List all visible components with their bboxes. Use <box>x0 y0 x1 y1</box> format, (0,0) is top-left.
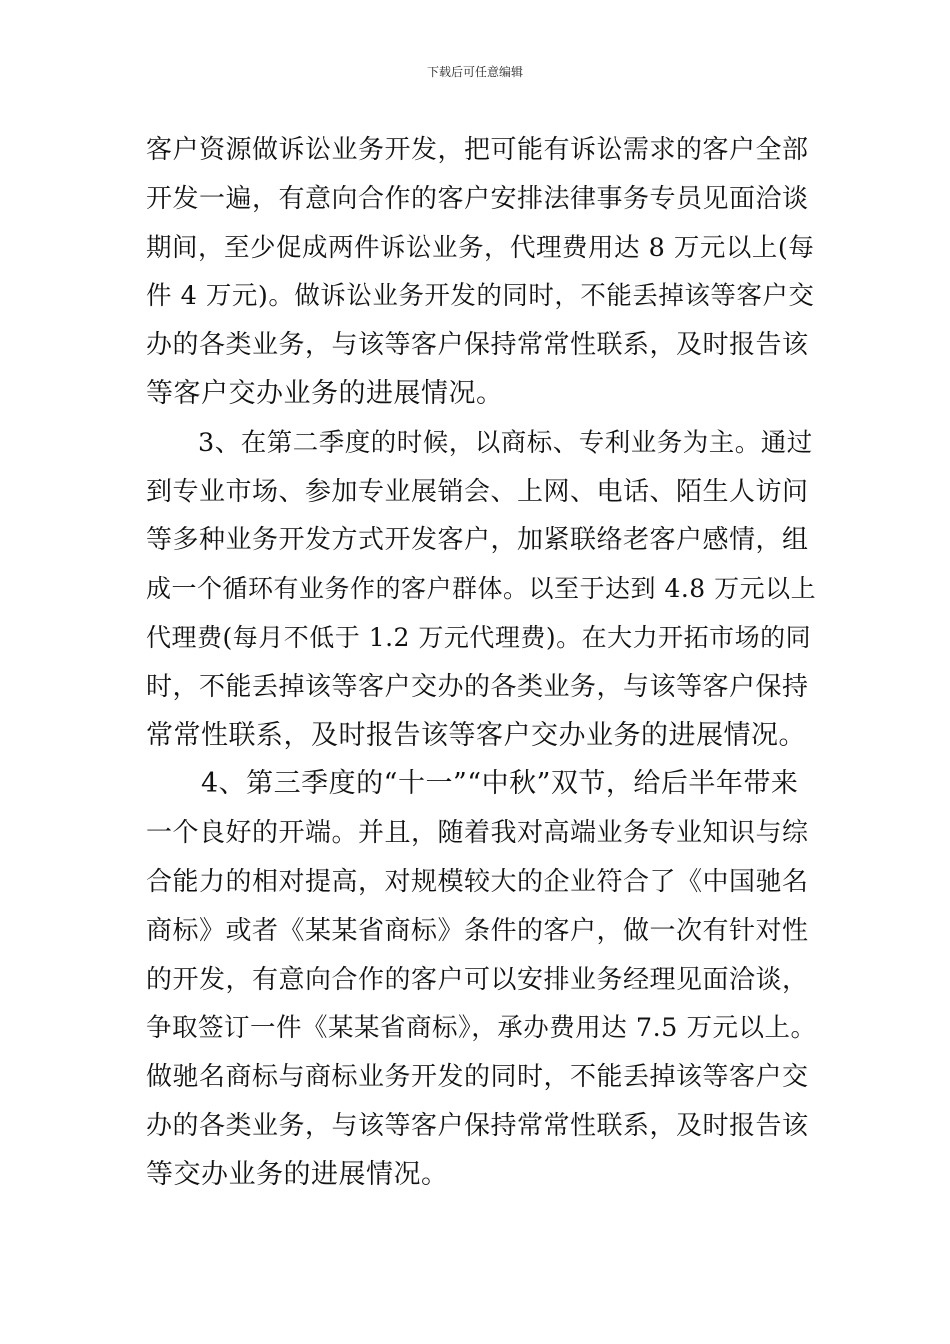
text-line: 争取签订一件《某某省商标》，承办费用达 7.5 万元以上。 <box>146 1013 817 1044</box>
text-line: 合能力的相对提高，对规模较大的企业符合了《中国驰名 <box>146 866 809 897</box>
text-line: 一个良好的开端。并且，随着我对高端业务专业知识与综 <box>146 818 809 849</box>
text-line: 件 4 万元)。做诉讼业务开发的同时，不能丢掉该等客户交 <box>146 281 815 312</box>
page-header: 下载后可任意编辑 <box>426 65 523 79</box>
text-line: 的开发，有意向合作的客户可以安排业务经理见面洽谈， <box>146 964 809 995</box>
document-body <box>146 126 816 1200</box>
text-line: 开发一遍，有意向合作的客户安排法律事务专员见面洽谈 <box>146 183 809 214</box>
text-line: 客户资源做诉讼业务开发，把可能有诉讼需求的客户全部 <box>146 135 809 165</box>
text-line: 成一个循环有业务作的客户群体。以至于达到 4.8 万元以上 <box>146 574 817 604</box>
text-line: 等交办业务的进展情况。 <box>146 1158 449 1190</box>
text-line: 商标》或者《某某省商标》条件的客户，做一次有针对性 <box>146 915 809 946</box>
text-line: 4、第三季度的“十一”“中秋”双节，给后半年带来 <box>146 768 799 800</box>
text-line: 期间，至少促成两件诉讼业务，代理费用达 8 万元以上(每 <box>146 232 815 263</box>
text-line: 代理费(每月不低于 1.2 万元代理费)。在大力开拓市场的同 <box>146 622 812 652</box>
text-line: 办的各类业务，与该等客户保持常常性联系，及时报告该 <box>146 1110 809 1141</box>
text-line: 常常性联系，及时报告该等客户交办业务的进展情况。 <box>146 719 806 751</box>
text-line: 做驰名商标与商标业务开发的同时，不能丢掉该等客户交 <box>146 1062 809 1093</box>
text-line: 时，不能丢掉该等客户交办的各类业务，与该等客户保持 <box>146 671 809 702</box>
text-line: 等客户交办业务的进展情况。 <box>146 377 504 409</box>
text-line: 到专业市场、参加专业展销会、上网、电话、陌生人访问 <box>146 476 809 507</box>
text-line: 3、在第二季度的时候，以商标、专利业务为主。通过 <box>146 427 813 458</box>
text-line: 办的各类业务，与该等客户保持常常性联系，及时报告该 <box>146 330 809 361</box>
text-line: 等多种业务开发方式开发客户，加紧联络老客户感情，组 <box>146 525 809 556</box>
